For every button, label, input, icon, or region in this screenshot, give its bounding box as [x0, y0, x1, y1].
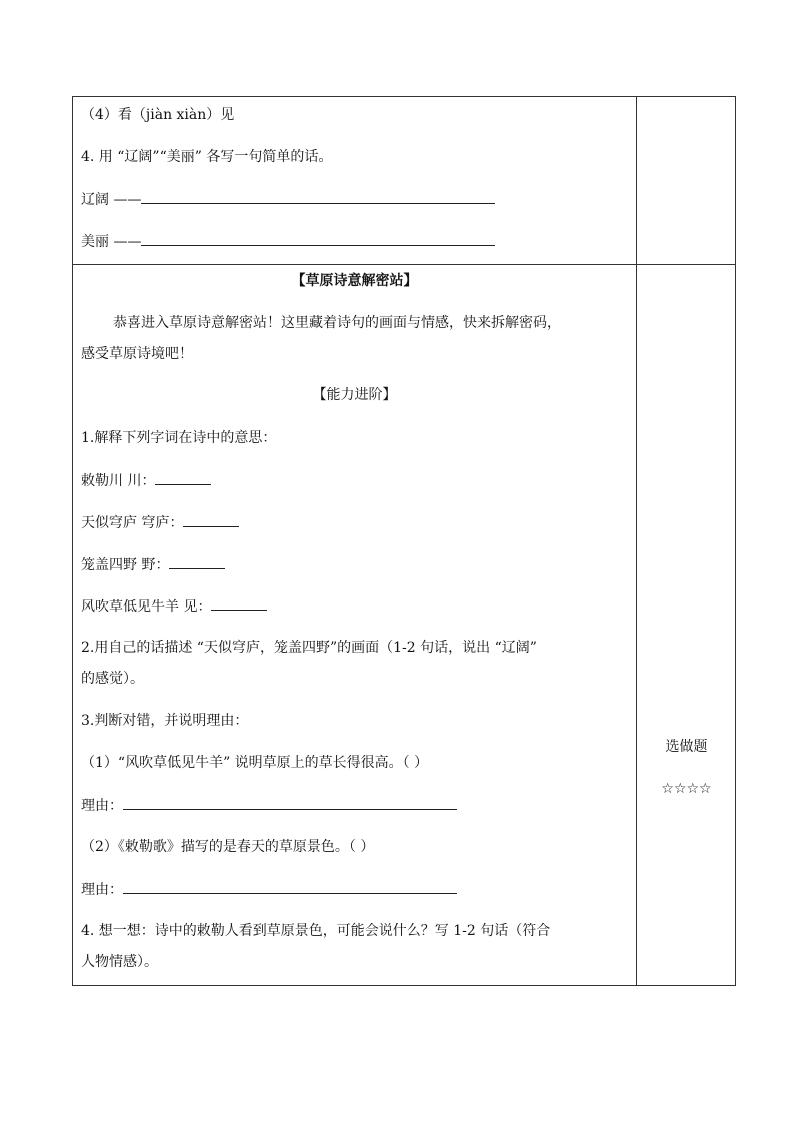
word-item[interactable]: [81, 470, 211, 491]
word-item[interactable]: [81, 554, 225, 575]
word-item[interactable]: [81, 512, 239, 533]
question-2-line-1: 2.用自己的话描述 “天似穹庐，笼盖四野”的画面（1-2 句话，说出 “辽阔”: [81, 640, 537, 656]
reason-line-2[interactable]: [81, 879, 457, 900]
question-4-line-1: 4. 想一想：诗中的敕勒人看到草原景色，可能会说什么？写 1-2 句话（符合: [81, 923, 551, 939]
question-1: 1.解释下列字词在诗中的意思：: [81, 430, 277, 446]
section-intro-line-1: 恭喜进入草原诗意解密站！这里藏着诗句的画面与情感，快来拆解密码，: [113, 315, 561, 331]
reason-blank[interactable]: [123, 795, 457, 810]
answer-blank[interactable]: [141, 231, 495, 246]
worksheet-table: [72, 96, 736, 986]
word-blank[interactable]: [155, 470, 211, 485]
difficulty-stars-icon: ☆☆☆☆: [661, 781, 712, 797]
word-blank[interactable]: [211, 596, 267, 611]
reason-label: 理由：: [81, 882, 123, 898]
pinyin-item-4: （4）看（jiàn xiàn）见: [81, 107, 235, 123]
column-divider: [636, 97, 637, 985]
reason-line-1[interactable]: [81, 795, 457, 816]
word-label: 笼盖四野 野：: [81, 557, 170, 573]
question-3-2: （2）《敕勒歌》描写的是春天的草原景色。（ ）: [81, 839, 375, 855]
question-3: 3.判断对错，并说明理由：: [81, 713, 249, 729]
section-intro-line-2: 感受草原诗境吧！: [81, 346, 193, 362]
answer-line-liaokuo[interactable]: [81, 189, 495, 210]
answer-blank[interactable]: [141, 189, 495, 204]
word-item[interactable]: [81, 596, 267, 617]
question-2-line-2: 的感觉）。: [81, 671, 144, 687]
question-3-1: （1）“风吹草低见牛羊” 说明草原上的草长得很高。（ ）: [81, 755, 429, 771]
question-4-top: 4. 用 “辽阔”“美丽” 各写一句简单的话。: [81, 149, 333, 165]
question-4-line-2: 人物情感）。: [81, 954, 158, 970]
answer-label-liaokuo: 辽阔 ——: [81, 192, 142, 208]
word-blank[interactable]: [169, 554, 225, 569]
word-label: 敕勒川 川：: [81, 473, 156, 489]
optional-label: 选做题: [665, 739, 708, 755]
word-blank[interactable]: [183, 512, 239, 527]
answer-label-meili: 美丽 ——: [81, 234, 142, 250]
row-divider: [73, 264, 735, 265]
reason-label: 理由：: [81, 798, 123, 814]
reason-blank[interactable]: [123, 879, 457, 894]
section-title: 【草原诗意解密站】: [291, 273, 418, 289]
word-label: 天似穹庐 穹庐：: [81, 515, 184, 531]
section-subtitle: 【能力进阶】: [312, 387, 397, 403]
answer-line-meili[interactable]: [81, 231, 495, 252]
word-label: 风吹草低见牛羊 见：: [81, 599, 212, 615]
